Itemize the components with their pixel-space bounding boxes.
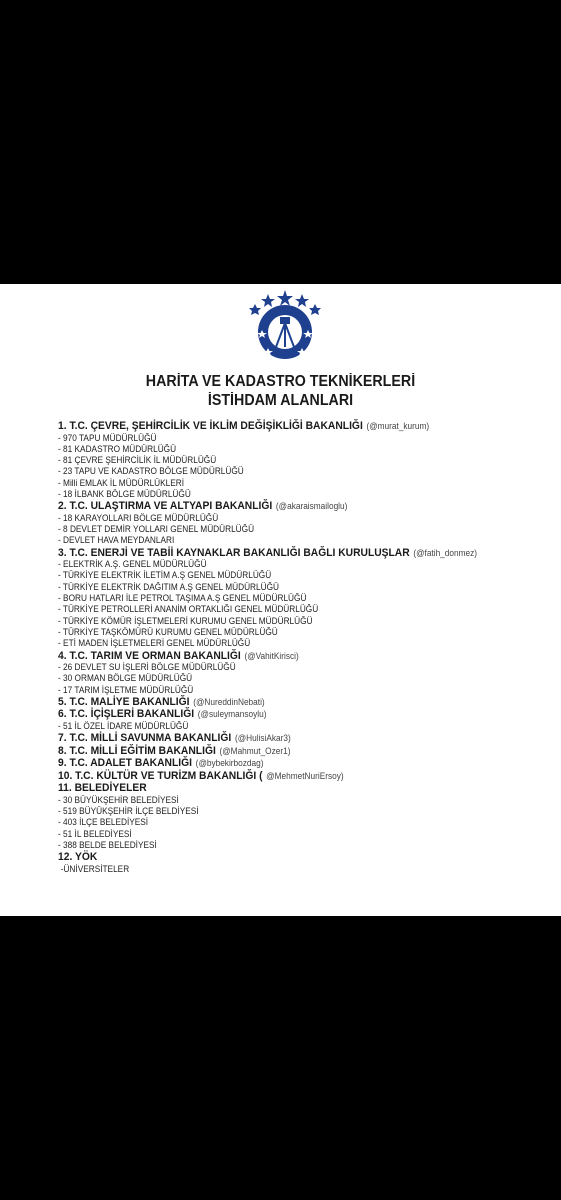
twitter-handle: (@bybekirbozdag) xyxy=(195,758,264,769)
list-item: - TÜRKİYE ELEKTRİK DAĞITIM A.Ş GENEL MÜDÜRLÜĞÜ xyxy=(58,581,280,592)
theodolite-star-wreath-logo-icon xyxy=(246,290,324,362)
list-item: - ELEKTRİK A.Ş. GENEL MÜDÜRLÜĞÜ xyxy=(58,559,207,570)
section-heading xyxy=(58,732,509,745)
list-item: - Milli EMLAK İL MÜDÜRLÜKLERİ xyxy=(58,477,185,488)
section-heading-text: 12. YÖK xyxy=(58,851,98,864)
document-title-line2: İSTİHDAM ALANLARI xyxy=(207,392,354,409)
twitter-handle: (@HulisiAkar3) xyxy=(234,733,291,744)
twitter-handle: (@akaraismailoglu) xyxy=(275,501,348,512)
twitter-handle: (@NureddinNebati) xyxy=(193,696,265,707)
list-item: - 30 BÜYÜKŞEHİR BELEDİYESİ xyxy=(58,794,179,805)
section-heading xyxy=(58,851,509,864)
list-item: - 18 KARAYOLLARI BÖLGE MÜDÜRLÜĞÜ xyxy=(58,512,219,523)
list-item: - 388 BELDE BELEDİYESİ xyxy=(58,839,157,850)
section-heading-text: 5. T.C. MALİYE BAKANLIĞI xyxy=(58,695,190,708)
list-item: - 17 TARIM İŞLETME MÜDÜRLÜĞÜ xyxy=(58,684,194,695)
section-heading-text: 11. BELEDİYELER xyxy=(58,782,147,795)
list-item: - 26 DEVLET SU İŞLERİ BÖLGE MÜDÜRLÜĞÜ xyxy=(58,662,236,673)
section-heading xyxy=(58,500,509,513)
twitter-handle: (@fatih_donmez) xyxy=(413,547,478,558)
section-heading-text: 10. T.C. KÜLTÜR VE TURİZM BAKANLIĞI ( xyxy=(58,769,263,782)
document-title-line1: HARİTA VE KADASTRO TEKNİKERLERİ xyxy=(145,373,416,390)
twitter-handle: (@murat_kurum) xyxy=(366,421,430,431)
section-heading xyxy=(58,782,509,795)
employment-areas-list xyxy=(58,420,548,875)
list-item: - DEVLET HAVA MEYDANLARI xyxy=(58,535,175,546)
twitter-handle: @MehmetNuriErsoy) xyxy=(266,770,344,781)
twitter-handle: (@VahitKirisci) xyxy=(244,650,299,661)
list-item: - TÜRKİYE KÖMÜR İŞLETMELERİ KURUMU GENEL MÜDÜRLÜĞÜ xyxy=(58,615,313,626)
section-heading-text: 9. T.C. ADALET BAKANLIĞI xyxy=(58,757,193,770)
section-heading xyxy=(58,745,509,758)
section-heading-text: 3. T.C. ENERJİ VE TABİİ KAYNAKLAR BAKANLIĞI BAĞLI KURULUŞLAR xyxy=(58,546,410,559)
section-heading-text: 1. T.C. ÇEVRE, ŞEHİRCİLİK VE İKLİM DEĞİŞİKLİĞİ BAKANLIĞI xyxy=(58,420,363,432)
list-item: - BORU HATLARI İLE PETROL TAŞIMA A.Ş GENEL MÜDÜRLÜĞÜ xyxy=(58,593,307,604)
list-item: - TÜRKİYE ELEKTRİK İLETİM A.Ş GENEL MÜDÜRLÜĞÜ xyxy=(58,570,272,581)
section-heading-text: 2. T.C. ULAŞTIRMA VE ALTYAPI BAKANLIĞI xyxy=(58,500,273,513)
section-heading-text: 6. T.C. İÇİŞLERİ BAKANLIĞI xyxy=(58,708,195,721)
list-item: -ÜNİVERSİTELER xyxy=(60,863,130,874)
section-heading-text: 4. T.C. TARIM VE ORMAN BAKANLIĞI xyxy=(58,649,241,662)
document-sheet xyxy=(0,284,561,916)
list-item: - 970 TAPU MÜDÜRLÜĞÜ xyxy=(58,432,157,443)
list-item: - 81 ÇEVRE ŞEHİRCİLİK İL MÜDÜRLÜĞÜ xyxy=(58,455,217,466)
list-item: - 403 İLÇE BELEDİYESİ xyxy=(58,817,149,828)
list-item: - TÜRKİYE PETROLLERİ ANANİM ORTAKLIĞI GENEL MÜDÜRLÜĞÜ xyxy=(58,604,319,615)
section-heading xyxy=(58,757,509,770)
list-item: - 8 DEVLET DEMİR YOLLARI GENEL MÜDÜRLÜĞÜ xyxy=(58,524,255,535)
list-item: - 81 KADASTRO MÜDÜRLÜĞÜ xyxy=(58,443,177,454)
section-heading xyxy=(58,420,509,433)
list-item: - ETİ MADEN İŞLETMELERİ GENEL MÜDÜRLÜĞÜ xyxy=(58,638,251,649)
list-item: - 51 İL BELEDİYESİ xyxy=(58,828,132,839)
section-heading-text: 7. T.C. MİLLİ SAVUNMA BAKANLIĞI xyxy=(58,732,232,745)
twitter-handle: (@Mahmut_Ozer1) xyxy=(219,745,291,756)
list-item: - TÜRKİYE TAŞKÖMÜRÜ KURUMU GENEL MÜDÜRLÜĞÜ xyxy=(58,626,278,637)
list-item: - 30 ORMAN BÖLGE MÜDÜRLÜĞÜ xyxy=(58,673,193,684)
section-heading xyxy=(58,770,509,783)
list-item: - 23 TAPU VE KADASTRO BÖLGE MÜDÜRLÜĞÜ xyxy=(58,466,244,477)
section-heading xyxy=(58,547,509,560)
section-heading xyxy=(58,696,509,709)
section-heading xyxy=(58,708,509,721)
twitter-handle: (@suleymansoylu) xyxy=(197,709,267,720)
list-item: - 18 İLBANK BÖLGE MÜDÜRLÜĞÜ xyxy=(58,488,191,499)
list-item: - 51 İL ÖZEL İDARE MÜDÜRLÜĞÜ xyxy=(58,720,189,731)
section-heading-text: 8. T.C. MİLLİ EĞİTİM BAKANLIĞI xyxy=(58,744,216,757)
list-item: - 519 BÜYÜKŞEHİR İLÇE BELDİYESİ xyxy=(58,806,199,817)
section-heading xyxy=(58,650,509,663)
